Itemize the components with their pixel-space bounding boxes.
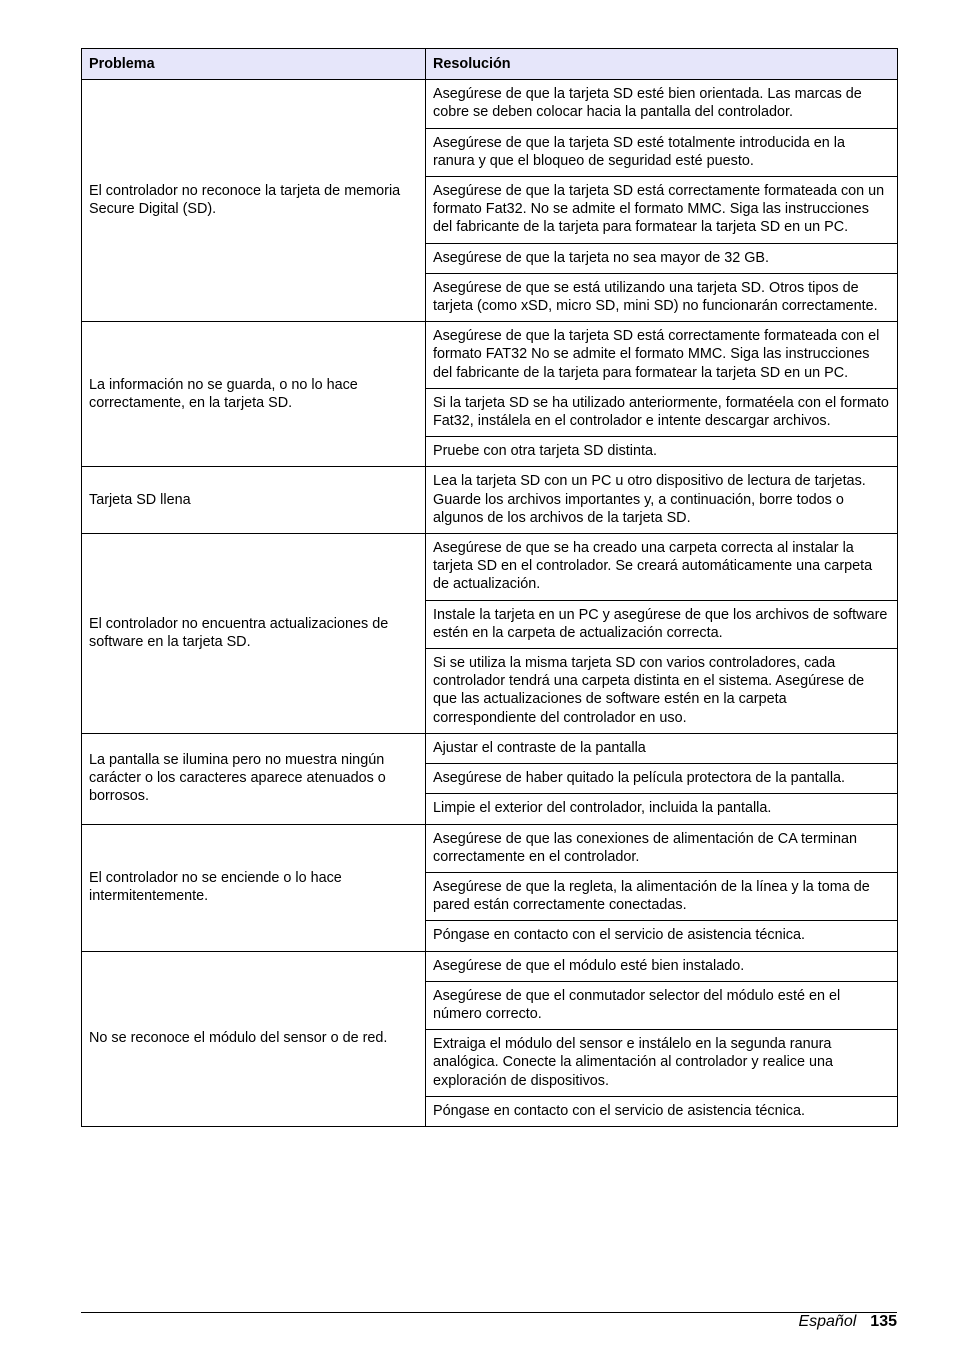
resolution-cell: Asegúrese de que se ha creado una carpeta correcta al instalar la tarjeta SD en el controlador. Se creará automáticamente una carpeta de actualización. [426,534,898,601]
problem-cell: El controlador no se enciende o lo hace intermitentemente. [82,824,426,951]
table-row [82,80,898,128]
resolution-cell: Póngase en contacto con el servicio de asistencia técnica. [426,1096,898,1126]
resolution-cell: Asegúrese de que la tarjeta SD está correctamente formateada con el formato FAT32 No se admite el formato MMC. Siga las instrucciones del fabricante de la tarjeta para formatear la tarjeta SD en un PC. [426,322,898,389]
problem-cell: La información no se guarda, o no lo hace correctamente, en la tarjeta SD. [82,322,426,467]
table-row [82,824,898,872]
resolution-cell: Asegúrese de que las conexiones de alimentación de CA terminan correctamente en el controlador. [426,824,898,872]
footer-language: Español [798,1313,857,1330]
resolution-cell: Ajustar el contraste de la pantalla [426,733,898,763]
resolution-cell: Pruebe con otra tarjeta SD distinta. [426,437,898,467]
page-footer [798,1312,897,1332]
problem-cell: El controlador no encuentra actualizaciones de software en la tarjeta SD. [82,534,426,734]
table-row [82,534,898,601]
problem-cell: Tarjeta SD llena [82,467,426,534]
resolution-cell: Asegúrese de haber quitado la película protectora de la pantalla. [426,764,898,794]
resolution-cell: Lea la tarjeta SD con un PC u otro dispositivo de lectura de tarjetas. Guarde los archivos importantes y, a continuación, borre todos o algunos de los archivos de la tarjeta SD. [426,467,898,534]
resolution-cell: Asegúrese de que se está utilizando una tarjeta SD. Otros tipos de tarjeta (como xSD, micro SD, mini SD) no funcionarán correctamente. [426,273,898,321]
resolution-cell: Asegúrese de que el módulo esté bien instalado. [426,951,898,981]
resolution-cell: Asegúrese de que la tarjeta SD esté totalmente introducida en la ranura y que el bloqueo de seguridad esté puesto. [426,128,898,176]
page-number: 135 [870,1313,897,1330]
resolution-cell: Asegúrese de que la tarjeta no sea mayor de 32 GB. [426,243,898,273]
header-resolution: Resolución [426,49,898,80]
resolution-cell: Asegúrese de que la regleta, la alimentación de la línea y la toma de pared están correctamente conectadas. [426,872,898,920]
resolution-cell: Si la tarjeta SD se ha utilizado anteriormente, formatéela con el formato Fat32, instálela en el controlador e intente descargar archivos. [426,388,898,436]
troubleshooting-table [81,48,898,1127]
resolution-cell: Asegúrese de que la tarjeta SD esté bien orientada. Las marcas de cobre se deben colocar hacia la pantalla del controlador. [426,80,898,128]
resolution-cell: Si se utiliza la misma tarjeta SD con varios controladores, cada controlador tendrá una carpeta distinta en el sistema. Asegúrese de que las actualizaciones de software estén en la carpeta correspondiente del controlador en uso. [426,649,898,734]
table-row [82,322,898,389]
resolution-cell: Póngase en contacto con el servicio de asistencia técnica. [426,921,898,951]
resolution-cell: Limpie el exterior del controlador, incluida la pantalla. [426,794,898,824]
resolution-cell: Asegúrese de que el conmutador selector del módulo esté en el número correcto. [426,981,898,1029]
resolution-cell: Instale la tarjeta en un PC y asegúrese de que los archivos de software estén en la carpeta de actualización correcta. [426,600,898,648]
table-row [82,951,898,981]
resolution-cell: Extraiga el módulo del sensor e instálelo en la segunda ranura analógica. Conecte la alimentación al controlador y realice una exploración de dispositivos. [426,1030,898,1097]
table-row [82,733,898,763]
resolution-cell: Asegúrese de que la tarjeta SD está correctamente formateada con un formato Fat32. No se admite el formato MMC. Siga las instrucciones del fabricante de la tarjeta para formatear la tarjeta SD en un PC. [426,177,898,244]
table-body [82,80,898,1127]
footer-divider [81,1312,897,1313]
problem-cell: El controlador no reconoce la tarjeta de memoria Secure Digital (SD). [82,80,426,322]
header-problem: Problema [82,49,426,80]
table-row [82,467,898,534]
problem-cell: La pantalla se ilumina pero no muestra ningún carácter o los caracteres aparece atenuados o borrosos. [82,733,426,824]
problem-cell: No se reconoce el módulo del sensor o de red. [82,951,426,1126]
table-header-row [82,49,898,80]
